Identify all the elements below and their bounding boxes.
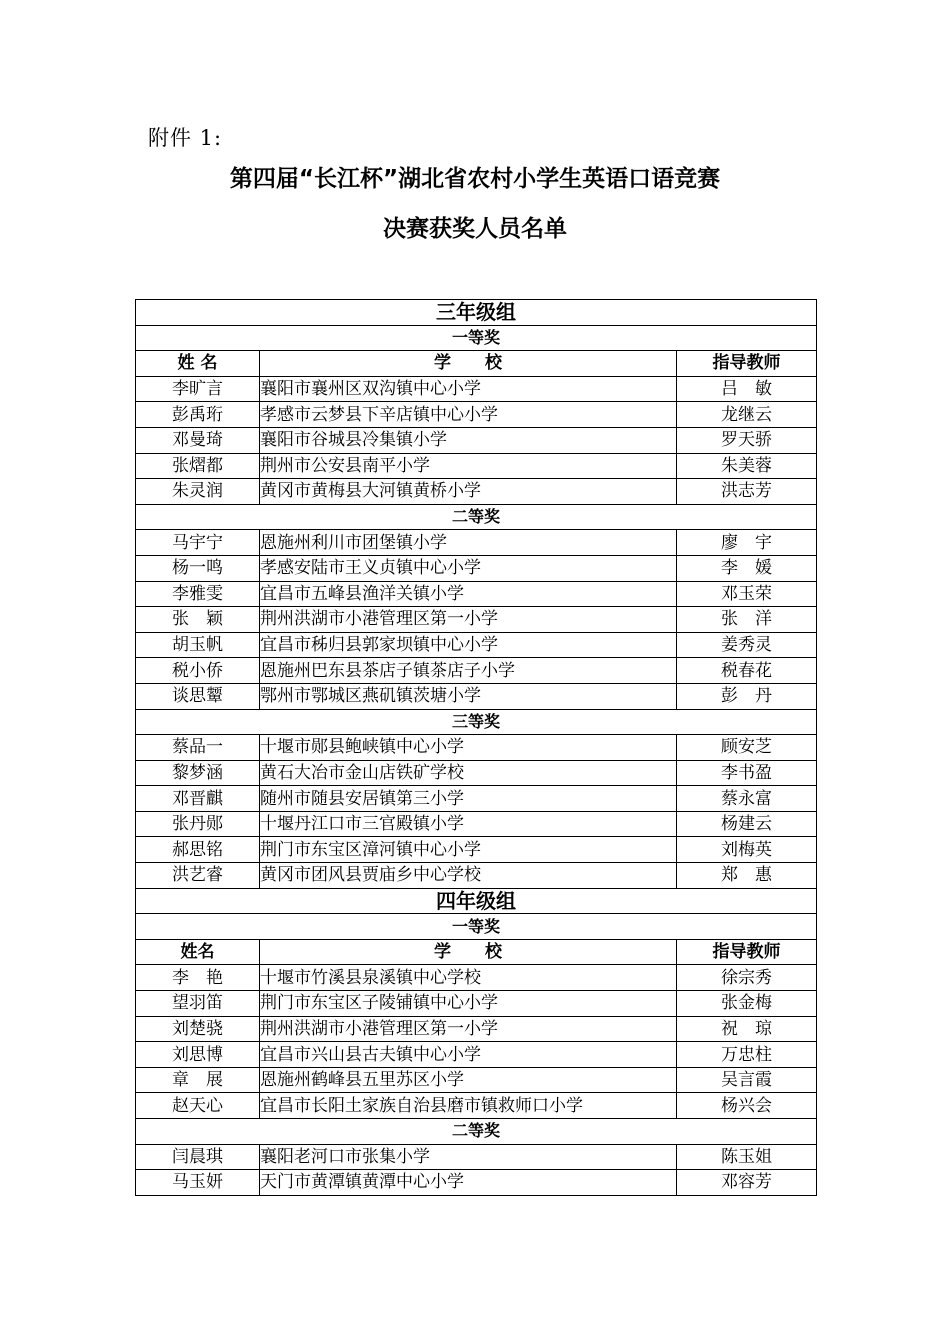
teacher-name: 杨兴会: [677, 1093, 817, 1119]
school-name: 孝感安陆市王义贞镇中心小学: [260, 555, 677, 581]
table-row: [136, 1016, 817, 1042]
column-header-school: 学 校: [260, 939, 677, 965]
prize-heading: 二等奖: [136, 504, 817, 530]
prize-heading: 一等奖: [136, 914, 817, 940]
prize-row: [136, 325, 817, 351]
group-heading: 三年级组: [136, 300, 817, 326]
student-name: 刘楚骁: [136, 1016, 260, 1042]
school-name: 宜昌市兴山县古夫镇中心小学: [260, 1042, 677, 1068]
teacher-name: 陈玉姐: [677, 1144, 817, 1170]
student-name: 赵天心: [136, 1093, 260, 1119]
student-name: 闫晨琪: [136, 1144, 260, 1170]
column-header-school: 学 校: [260, 351, 677, 377]
school-name: 鄂州市鄂城区燕矶镇茨塘小学: [260, 683, 677, 709]
teacher-name: 张 洋: [677, 607, 817, 633]
table-row: [136, 607, 817, 633]
teacher-name: 郑 惠: [677, 863, 817, 889]
prize-row: [136, 1119, 817, 1145]
table-row: [136, 530, 817, 556]
prize-heading: 一等奖: [136, 325, 817, 351]
school-name: 宜昌市秭归县郭家坝镇中心小学: [260, 632, 677, 658]
table-row: [136, 479, 817, 505]
student-name: 马宇宁: [136, 530, 260, 556]
student-name: 刘思博: [136, 1042, 260, 1068]
table-row: [136, 786, 817, 812]
teacher-name: 邓玉荣: [677, 581, 817, 607]
table-row: [136, 991, 817, 1017]
table-row: [136, 735, 817, 761]
prize-row: [136, 914, 817, 940]
student-name: 邓晋麒: [136, 786, 260, 812]
school-name: 恩施州鹤峰县五里苏区小学: [260, 1067, 677, 1093]
table-row: [136, 427, 817, 453]
table-row: [136, 837, 817, 863]
table-row: [136, 402, 817, 428]
student-name: 谈思颦: [136, 683, 260, 709]
table-row: [136, 453, 817, 479]
student-name: 蔡品一: [136, 735, 260, 761]
teacher-name: 徐宗秀: [677, 965, 817, 991]
student-name: 张丹郧: [136, 811, 260, 837]
school-name: 襄阳老河口市张集小学: [260, 1144, 677, 1170]
column-header-name: 姓 名: [136, 351, 260, 377]
student-name: 李旷言: [136, 376, 260, 402]
award-roster-table: [135, 299, 817, 1196]
table-row: [136, 1093, 817, 1119]
prize-heading: 二等奖: [136, 1119, 817, 1145]
teacher-name: 刘梅英: [677, 837, 817, 863]
award-roster-body: [136, 300, 817, 1196]
school-name: 孝感市云梦县下辛店镇中心小学: [260, 402, 677, 428]
document-title: 第四届“长江杯”湖北省农村小学生英语口语竞赛: [229, 166, 721, 192]
teacher-name: 姜秀灵: [677, 632, 817, 658]
school-name: 天门市黄潭镇黄潭中心小学: [260, 1170, 677, 1196]
school-name: 荆门市东宝区子陵铺镇中心小学: [260, 991, 677, 1017]
prize-row: [136, 504, 817, 530]
teacher-name: 吴言霞: [677, 1067, 817, 1093]
teacher-name: 张金梅: [677, 991, 817, 1017]
teacher-name: 顾安芝: [677, 735, 817, 761]
table-row: [136, 1042, 817, 1068]
school-name: 襄阳市襄州区双沟镇中心小学: [260, 376, 677, 402]
table-row: [136, 658, 817, 684]
teacher-name: 蔡永富: [677, 786, 817, 812]
teacher-name: 祝 琼: [677, 1016, 817, 1042]
school-name: 黄石大冶市金山店铁矿学校: [260, 760, 677, 786]
table-row: [136, 760, 817, 786]
student-name: 李雅雯: [136, 581, 260, 607]
column-header-teacher: 指导教师: [677, 939, 817, 965]
table-row: [136, 581, 817, 607]
teacher-name: 李书盈: [677, 760, 817, 786]
teacher-name: 朱美蓉: [677, 453, 817, 479]
attachment-label: 附件 1:: [148, 126, 223, 150]
teacher-name: 税春花: [677, 658, 817, 684]
student-name: 张熠都: [136, 453, 260, 479]
teacher-name: 罗天骄: [677, 427, 817, 453]
school-name: 宜昌市五峰县渔洋关镇小学: [260, 581, 677, 607]
school-name: 黄冈市团风县贾庙乡中心学校: [260, 863, 677, 889]
prize-heading: 三等奖: [136, 709, 817, 735]
school-name: 恩施州巴东县茶店子镇茶店子小学: [260, 658, 677, 684]
student-name: 胡玉帆: [136, 632, 260, 658]
student-name: 朱灵润: [136, 479, 260, 505]
column-header-row: [136, 939, 817, 965]
school-name: 十堰市郧县鲍峡镇中心小学: [260, 735, 677, 761]
student-name: 望羽笛: [136, 991, 260, 1017]
school-name: 荆门市东宝区漳河镇中心小学: [260, 837, 677, 863]
teacher-name: 吕 敏: [677, 376, 817, 402]
table-row: [136, 811, 817, 837]
student-name: 郝思铭: [136, 837, 260, 863]
student-name: 马玉妍: [136, 1170, 260, 1196]
document-subtitle: 决赛获奖人员名单: [383, 216, 567, 242]
school-name: 恩施州利川市团堡镇小学: [260, 530, 677, 556]
table-row: [136, 683, 817, 709]
school-name: 随州市随县安居镇第三小学: [260, 786, 677, 812]
student-name: 洪艺睿: [136, 863, 260, 889]
school-name: 宜昌市长阳土家族自治县磨市镇救师口小学: [260, 1093, 677, 1119]
table-row: [136, 863, 817, 889]
table-row: [136, 376, 817, 402]
teacher-name: 洪志芳: [677, 479, 817, 505]
table-row: [136, 555, 817, 581]
student-name: 李 艳: [136, 965, 260, 991]
school-name: 荆州市公安县南平小学: [260, 453, 677, 479]
school-name: 荆州洪湖市小港管理区第一小学: [260, 1016, 677, 1042]
column-header-row: [136, 351, 817, 377]
teacher-name: 廖 宇: [677, 530, 817, 556]
student-name: 彭禹珩: [136, 402, 260, 428]
student-name: 邓曼琦: [136, 427, 260, 453]
school-name: 十堰市竹溪县泉溪镇中心学校: [260, 965, 677, 991]
table-row: [136, 632, 817, 658]
prize-row: [136, 709, 817, 735]
school-name: 黄冈市黄梅县大河镇黄桥小学: [260, 479, 677, 505]
teacher-name: 李 媛: [677, 555, 817, 581]
teacher-name: 邓容芳: [677, 1170, 817, 1196]
school-name: 荆州洪湖市小港管理区第一小学: [260, 607, 677, 633]
teacher-name: 万忠柱: [677, 1042, 817, 1068]
table-row: [136, 1144, 817, 1170]
student-name: 税小侨: [136, 658, 260, 684]
student-name: 章 展: [136, 1067, 260, 1093]
group-row: [136, 888, 817, 914]
school-name: 十堰丹江口市三官殿镇小学: [260, 811, 677, 837]
table-row: [136, 1067, 817, 1093]
table-row: [136, 965, 817, 991]
column-header-name: 姓名: [136, 939, 260, 965]
teacher-name: 龙继云: [677, 402, 817, 428]
student-name: 黎梦涵: [136, 760, 260, 786]
table-row: [136, 1170, 817, 1196]
group-row: [136, 300, 817, 326]
teacher-name: 彭 丹: [677, 683, 817, 709]
student-name: 杨一鸣: [136, 555, 260, 581]
group-heading: 四年级组: [136, 888, 817, 914]
school-name: 襄阳市谷城县冷集镇小学: [260, 427, 677, 453]
teacher-name: 杨建云: [677, 811, 817, 837]
student-name: 张 颖: [136, 607, 260, 633]
column-header-teacher: 指导教师: [677, 351, 817, 377]
